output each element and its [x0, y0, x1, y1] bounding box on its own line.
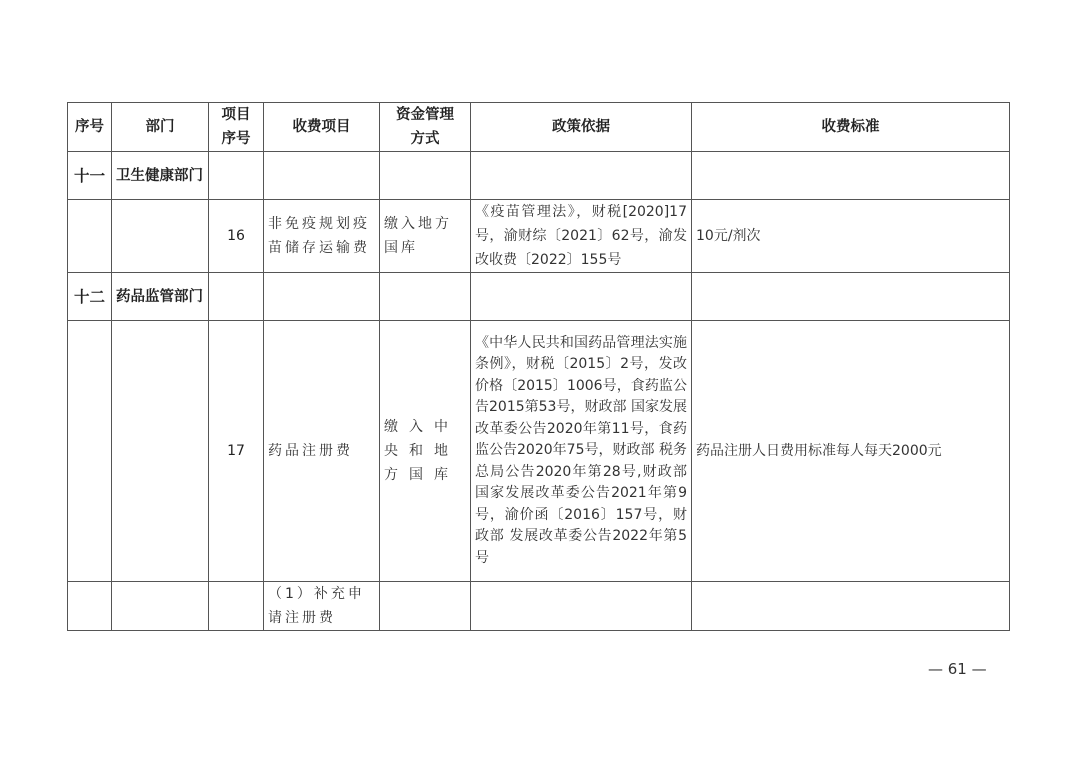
header-seq: 序号 [68, 103, 112, 152]
row-dept [112, 582, 209, 631]
row-item-no: 17 [209, 321, 264, 582]
row-dept [112, 200, 209, 273]
row-policy [471, 273, 692, 321]
row-dept: 药品监管部门 [112, 273, 209, 321]
row-seq [68, 200, 112, 273]
row-item-no [209, 152, 264, 200]
row-seq [68, 321, 112, 582]
row-item: 非免疫规划疫苗储存运输费 [264, 200, 380, 273]
table-row [68, 582, 1010, 631]
row-policy [471, 152, 692, 200]
row-seq: 十一 [68, 152, 112, 200]
row-seq [68, 582, 112, 631]
row-item: 药品注册费 [264, 321, 380, 582]
table-row [68, 321, 1010, 582]
row-item-no [209, 273, 264, 321]
row-standard [692, 582, 1010, 631]
table-row [68, 273, 1010, 321]
row-item: （1）补充申请注册费 [264, 582, 380, 631]
row-item-no [209, 582, 264, 631]
row-fund [380, 273, 471, 321]
table-row [68, 200, 1010, 273]
header-policy: 政策依据 [471, 103, 692, 152]
header-fund: 资金管理 方式 [380, 103, 471, 152]
row-standard: 10元/剂次 [692, 200, 1010, 273]
header-row [68, 103, 1010, 152]
row-standard [692, 152, 1010, 200]
table-row [68, 152, 1010, 200]
row-fund [380, 582, 471, 631]
row-standard: 药品注册人日费用标准每人每天2000元 [692, 321, 1010, 582]
header-dept: 部门 [112, 103, 209, 152]
header-standard: 收费标准 [692, 103, 1010, 152]
row-standard [692, 273, 1010, 321]
row-policy: 《疫苗管理法》，财税[2020]17号，渝财综〔2021〕62号，渝发改收费〔2022〕155号 [471, 200, 692, 273]
row-dept [112, 321, 209, 582]
row-seq: 十二 [68, 273, 112, 321]
fee-table [67, 102, 1010, 631]
header-item: 收费项目 [264, 103, 380, 152]
row-item [264, 273, 380, 321]
header-item-no: 项目 序号 [209, 103, 264, 152]
row-item [264, 152, 380, 200]
row-dept: 卫生健康部门 [112, 152, 209, 200]
page-number: — 61 — [928, 660, 987, 678]
row-policy [471, 582, 692, 631]
row-fund [380, 152, 471, 200]
row-policy: 《中华人民共和国药品管理法实施条例》，财税〔2015〕2号，发改价格〔2015〕1006号，食药监公告2015第53号，财政部 国家发展改革委公告2020年第11号，食药监公告2020年75号，财政部 税务总局公告2020年第28号,财政部 国家发展改革委公告2021年第9号，渝价函〔2016〕157号，财政部 发展改革委公告2022年第5号 [471, 321, 692, 582]
row-fund: 缴入地方国库 [380, 200, 471, 273]
row-fund: 缴入中央和地方国库 [380, 321, 471, 582]
row-item-no: 16 [209, 200, 264, 273]
